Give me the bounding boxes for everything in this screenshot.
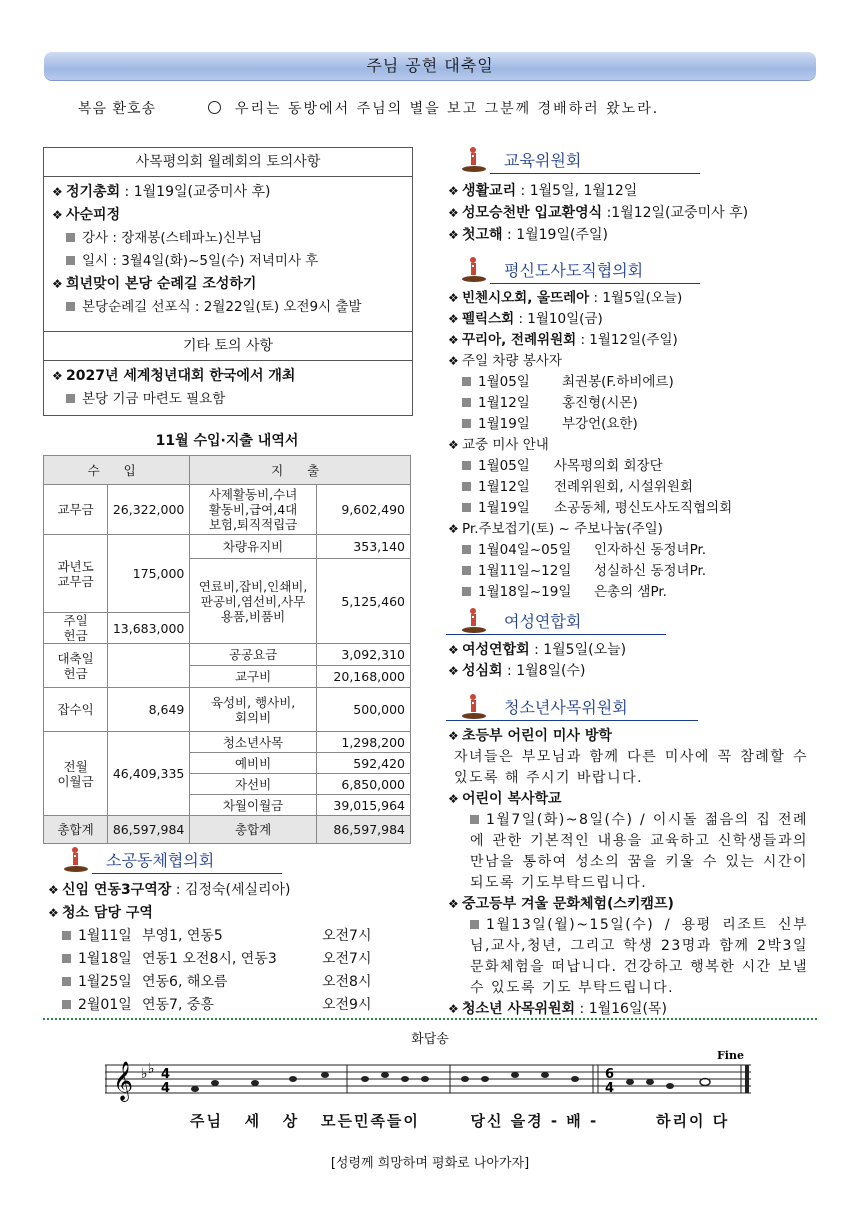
section-header-women [460,606,710,636]
income-value: 26,322,000 [108,485,190,535]
diamond-icon: ❖ [448,291,459,305]
camp-text-body: 1월13일(월)~15일(수) / 용평 리조트 신부님,교사,청년, 그리고 학생 23명과 함께 2박3일 문화체험을 떠납니다. 건강하고 행복한 시간 보낼수 있도록 기도 부탁드립니다. [470,917,808,996]
pr-date: 1월11일~12일 [478,563,572,579]
pr-date: 1월18일~19일 [478,584,572,600]
elem-title: 초등부 어린이 미사 방학 [462,728,612,744]
income-label: 잡수익 [44,688,108,732]
schedule-time: 오전7시 [322,951,372,967]
section-underline [92,873,282,874]
expense-header: 지 출 [190,456,411,485]
expense-value: 6,850,000 [316,774,410,795]
item-head: 2027년 세계청년대회 한국에서 개최 [66,368,296,384]
section-header-laity [460,255,710,285]
section-title: 청소년사목위원회 [504,698,628,717]
item-sub: 본당 기금 마련도 필요함 [82,391,226,407]
diamond-icon: ❖ [448,438,459,452]
item-head: 사순피정 [66,207,121,223]
school-text [448,810,808,894]
expense-value: 5,125,460 [316,559,410,644]
psalm-title: 화답송 [411,1032,449,1047]
flat-icon: ♭ [148,1061,155,1077]
square-bullet-icon [462,566,471,575]
time-signature: 4 [161,1081,171,1096]
diamond-icon: ❖ [448,312,459,326]
section-header-youth [460,692,720,722]
expense-label: 연료비,잡비,인쇄비, 판공비,염선비,사무 용품,비품비 [190,559,316,644]
item-head: 청소 담당 구역 [62,905,153,921]
item-rest: : 1월16일(목) [575,1001,667,1017]
square-bullet-icon [462,398,471,407]
section-underline [446,720,698,721]
item-sub: 일시 : 3월4일(화)~5일(수) 저녁미사 후 [82,253,319,269]
square-bullet-icon [462,377,471,386]
item-rest: : 1월19일(주일) [502,227,608,243]
square-bullet-icon [62,931,71,940]
square-bullet-icon [462,482,471,491]
mass-date: 1월19일 [478,500,530,516]
schedule-date: 1월18일 [78,951,132,967]
mass-name: 전례위원회, 시설위원회 [554,479,693,495]
item-rest: : 1월12일(주일) [576,332,678,348]
item-rest: : 1월10일(금) [514,311,603,327]
expense-value: 1,298,200 [316,732,410,753]
section-title: 평신도사도직협의회 [504,261,644,280]
item-rest: : 김정숙(세실리아) [171,882,291,898]
square-bullet-icon [462,419,471,428]
item-head: 청소년 사목위원회 [462,1001,576,1017]
pr-name: 성실하신 동정녀Pr. [594,563,707,579]
expense-label: 예비비 [190,753,316,774]
diamond-icon: ❖ [448,184,459,198]
income-total-label: 총합계 [44,816,108,844]
expense-value: 3,092,310 [316,644,410,666]
income-label: 대축일 헌금 [44,644,108,688]
expense-value: 592,420 [316,753,410,774]
item-head: 신임 연동3구역장 [62,882,172,898]
section-underline [446,634,666,635]
finance-table [43,455,411,844]
school-title: 어린이 복사학교 [462,791,562,807]
expense-value: 9,602,490 [316,485,410,535]
laity-section [448,288,818,603]
square-bullet-icon [462,545,471,554]
diamond-icon: ❖ [448,664,459,678]
item-head: 꾸리아, 전례위원회 [462,332,577,348]
youth-section [448,726,808,1020]
square-bullet-icon [66,302,75,311]
sower-icon [62,845,90,873]
gospel-label: 복음 환호송 [78,101,157,117]
square-bullet-icon [66,233,75,242]
expense-label: 사제활동비,수녀 활동비,급여,4대 보험,퇴직적립금 [190,485,316,535]
mass-name: 사목평의회 회장단 [554,458,663,474]
parish-section [48,879,428,1017]
diamond-icon: ❖ [52,185,63,199]
diamond-icon: ❖ [448,792,459,806]
diamond-icon: ❖ [448,643,459,657]
other-items [44,361,412,411]
expense-label: 차량유지비 [190,535,316,559]
diamond-icon: ❖ [448,333,459,347]
banner-title: 주님 공현 대축일 [366,56,494,75]
square-bullet-icon [66,256,75,265]
time-signature: 6 [605,1067,615,1082]
expense-total: 86,597,984 [316,816,410,844]
divider [43,1018,817,1020]
income-label: 주일 헌금 [44,613,108,644]
square-bullet-icon [62,1000,71,1009]
item-head: 성모승천반 입교환영식 [462,205,603,221]
income-value: 175,000 [108,535,190,613]
item-rest: : 1월8일(수) [502,663,586,679]
item-head: 펠릭스회 [462,311,515,327]
income-label: 교무금 [44,485,108,535]
income-value: 46,409,335 [108,732,190,816]
sower-icon [460,692,488,720]
expense-label: 청소년사목 [190,732,316,753]
income-value: 8,649 [108,688,190,732]
expense-label: 육성비, 행사비, 회의비 [190,688,316,732]
time-signature: 4 [161,1067,171,1082]
square-bullet-icon [62,954,71,963]
sower-icon [460,255,488,283]
square-bullet-icon [470,815,479,824]
income-header: 수 입 [44,456,190,485]
pr-name: 인자하신 동정녀Pr. [594,542,707,558]
pr-title: Pr.주보접기(토) ~ 주보나눔(주일) [462,521,663,537]
item-head: 희년맞이 본당 순례길 조성하기 [66,276,257,292]
item-head: 정기총회 [66,184,121,200]
circle-icon [208,101,221,114]
car-title: 주일 차량 봉사자 [462,353,562,369]
council-items [44,177,412,331]
schedule-time: 오전7시 [322,928,372,944]
schedule-date: 2월01일 [78,997,132,1013]
edu-section [448,180,818,246]
item-sub: 본당순례길 선포식 : 2월22일(토) 오전9시 출발 [82,299,362,315]
item-head: 첫고해 [462,227,503,243]
item-rest: :1월12일(교중미사 후) [602,205,749,221]
title-banner [44,52,816,80]
expense-label: 자선비 [190,774,316,795]
council-title: 사목평의회 월례회의 토의사항 [44,148,412,177]
sower-icon [460,606,488,634]
diamond-icon: ❖ [48,883,59,897]
diamond-icon: ❖ [52,208,63,222]
square-bullet-icon [462,503,471,512]
mass-date: 1월05일 [478,458,530,474]
income-total: 86,597,984 [108,816,190,844]
psalm-footer: [성령께 희망하며 평화로 나아가자] [330,1156,530,1171]
council-box [43,147,413,416]
section-title: 여성연합회 [504,612,582,631]
diamond-icon: ❖ [48,906,59,920]
music-staff [105,1045,755,1110]
income-value [108,644,190,688]
diamond-icon: ❖ [448,228,459,242]
expense-label: 차월이월금 [190,795,316,816]
fine-mark: Fine [717,1049,744,1062]
diamond-icon: ❖ [448,354,459,368]
schedule-place: 연동1 오전8시, 연동3 [142,951,277,967]
schedule-place: 연동6, 해오름 [142,974,228,990]
gospel-acclamation [78,98,659,118]
item-rest: : 1월19일(교중미사 후) [120,184,271,200]
gospel-text: 우리는 동방에서 주님의 별을 보고 그분께 경배하러 왔노라. [235,101,660,117]
car-date: 1월12일 [478,395,530,411]
square-bullet-icon [470,920,479,929]
section-underline [490,283,700,284]
car-date: 1월19일 [478,416,530,432]
other-title: 기타 토의 사항 [44,331,412,361]
diamond-icon: ❖ [448,206,459,220]
section-header-edu [460,145,710,175]
diamond-icon: ❖ [52,277,63,291]
pr-date: 1월04일~05일 [478,542,572,558]
camp-text [448,915,808,999]
expense-total-label: 총합계 [190,816,316,844]
square-bullet-icon [462,461,471,470]
diamond-icon: ❖ [448,1002,459,1016]
schedule-place: 부영1, 연동5 [142,928,223,944]
car-date: 1월05일 [478,374,530,390]
schedule-place: 연동7, 중흥 [142,997,214,1013]
item-rest: : 1월5일(오늘) [589,290,683,306]
item-sub: 강사 : 장재봉(스테파노)신부님 [82,230,263,246]
item-head: 빈첸시오회, 울뜨레아 [462,290,590,306]
diamond-icon: ❖ [52,369,63,383]
expense-value: 20,168,000 [316,666,410,688]
elem-text: 자녀들은 부모님과 함께 다른 미사에 꼭 참례할 수 있도록 해 주시기 바랍니다. [454,749,808,786]
expense-label: 공공요금 [190,644,316,666]
psalm-lyrics: 주님 세 상 모든민족들이 당신 을경 - 배 - 하리이 다 [190,1112,730,1130]
expense-label: 교구비 [190,666,316,688]
schedule-time: 오전9시 [322,997,372,1013]
item-head: 성심회 [462,663,503,679]
mass-name: 소공동체, 평신도사도직협의회 [554,500,733,516]
camp-title: 중고등부 겨울 문화체험(스키캠프) [462,896,674,912]
treble-clef-icon: 𝄞 [113,1061,134,1101]
diamond-icon: ❖ [448,729,459,743]
expense-value: 500,000 [316,688,410,732]
income-value: 13,683,000 [108,613,190,644]
item-head: 생활교리 [462,183,517,199]
expense-value: 39,015,964 [316,795,410,816]
income-label: 전월 이월금 [44,732,108,816]
flat-icon: ♭ [141,1066,148,1082]
income-label: 과년도 교무금 [44,535,108,613]
time-signature: 4 [605,1081,615,1096]
square-bullet-icon [66,394,75,403]
pr-name: 은총의 샘Pr. [594,584,667,600]
section-header-parish [62,845,262,875]
square-bullet-icon [62,977,71,986]
schedule-time: 오전8시 [322,974,372,990]
item-head: 여성연합회 [462,642,530,658]
schedule-date: 1월11일 [78,928,132,944]
diamond-icon: ❖ [448,522,459,536]
sower-icon [460,145,488,173]
car-name: 부강언(요한) [562,416,638,432]
women-section [448,640,818,682]
car-name: 홍진형(시몬) [562,395,638,411]
mass-title: 교중 미사 안내 [462,437,549,453]
item-rest: : 1월5일, 1월12일 [516,183,638,199]
finance-title: 11월 수입·지출 내역서 [155,433,299,449]
schedule-date: 1월25일 [78,974,132,990]
car-name: 최권봉(F.하비에르) [562,374,674,390]
item-rest: : 1월5일(오늘) [529,642,627,658]
expense-value: 353,140 [316,535,410,559]
square-bullet-icon [462,587,471,596]
section-title: 교육위원회 [504,151,582,170]
section-underline [490,173,700,174]
section-title: 소공동체협의회 [106,851,215,870]
diamond-icon: ❖ [448,897,459,911]
mass-date: 1월12일 [478,479,530,495]
school-text-body: 1월7일(화)~8일(수) / 이시돌 젊음의 집 전례에 관한 기본적인 내용을 교육하고 신학생들과의 만남을 통하여 성소의 꿈을 키울 수 있는 시간이 되도록 기도부탁드립니다. [470,812,808,891]
